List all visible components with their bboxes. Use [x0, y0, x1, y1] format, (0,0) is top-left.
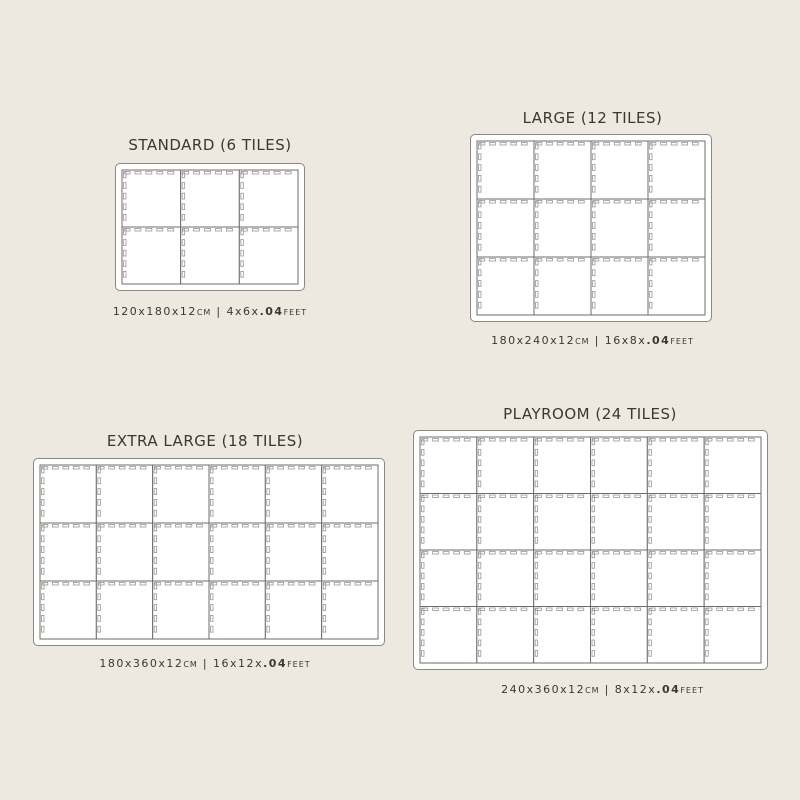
puzzle-tile — [591, 494, 648, 551]
puzzle-tile — [96, 465, 152, 523]
puzzle-tile — [534, 550, 591, 607]
puzzle-tile — [704, 437, 761, 494]
mat-title-large: LARGE (12 TILES) — [522, 109, 663, 127]
puzzle-tile — [648, 257, 705, 315]
dims-feet: 16x8x — [604, 334, 647, 347]
puzzle-tile — [477, 437, 534, 494]
dims-feet: 8x12x — [614, 683, 657, 696]
dims-cm-unit: CM — [183, 660, 198, 669]
puzzle-tile — [153, 581, 209, 639]
puzzle-tile — [420, 494, 477, 551]
puzzle-tile — [534, 257, 591, 315]
mat-diagram-playroom — [413, 430, 768, 670]
puzzle-tile — [648, 199, 705, 257]
puzzle-tile — [122, 227, 181, 284]
puzzle-tile — [647, 494, 704, 551]
puzzle-tile — [477, 494, 534, 551]
puzzle-tile — [96, 581, 152, 639]
puzzle-tile — [534, 437, 591, 494]
dims-feet-decimal: .04 — [646, 334, 671, 347]
puzzle-tile — [534, 607, 591, 664]
dims-cm-unit: CM — [196, 308, 212, 317]
puzzle-tile — [648, 141, 705, 199]
dims-cm: 120x180x12 — [112, 305, 197, 318]
puzzle-tile — [591, 199, 648, 257]
puzzle-tile — [322, 523, 378, 581]
puzzle-tile — [40, 523, 96, 581]
puzzle-tile — [704, 494, 761, 551]
puzzle-tile — [265, 581, 321, 639]
dims-feet: 4x6x — [226, 305, 260, 318]
puzzle-tile — [477, 257, 534, 315]
puzzle-tile — [420, 607, 477, 664]
puzzle-tile — [477, 199, 534, 257]
puzzle-tile — [239, 227, 298, 284]
puzzle-tile — [96, 523, 152, 581]
dims-feet-decimal: .04 — [263, 657, 288, 670]
puzzle-tile — [647, 437, 704, 494]
puzzle-tile — [534, 199, 591, 257]
puzzle-tile — [534, 494, 591, 551]
puzzle-tile — [591, 141, 648, 199]
puzzle-tile — [209, 581, 265, 639]
puzzle-tile — [704, 550, 761, 607]
dims-feet-decimal: .04 — [656, 683, 681, 696]
puzzle-tile — [122, 170, 181, 227]
mat-dimensions-large: 180x240x12CM | 16x8x.04FEET — [491, 334, 694, 347]
puzzle-tile — [477, 607, 534, 664]
mat-dimensions-standard: 120x180x12CM | 4x6x.04FEET — [112, 305, 308, 318]
mat-diagram-standard — [115, 163, 305, 291]
puzzle-tile — [704, 607, 761, 664]
puzzle-tile — [209, 465, 265, 523]
puzzle-tile — [40, 581, 96, 639]
mat-title-extra-large: EXTRA LARGE (18 TILES) — [106, 432, 304, 450]
puzzle-tile — [265, 465, 321, 523]
mat-dimensions-extra-large: 180x360x12CM | 16x12x.04FEET — [99, 657, 311, 670]
dims-cm: 180x240x12 — [491, 334, 576, 347]
puzzle-tile — [181, 227, 240, 284]
dims-feet-unit: FEET — [287, 660, 311, 669]
mat-dimensions-playroom: 240x360x12CM | 8x12x.04FEET — [501, 683, 704, 696]
puzzle-tile — [153, 523, 209, 581]
puzzle-tile — [239, 170, 298, 227]
puzzle-tile — [420, 550, 477, 607]
dims-cm-unit: CM — [585, 686, 600, 695]
dims-feet-unit: FEET — [670, 337, 694, 346]
dims-cm: 180x360x12 — [99, 657, 184, 670]
dims-feet-unit: FEET — [680, 686, 704, 695]
mat-diagram-large — [470, 134, 712, 322]
puzzle-tile — [477, 141, 534, 199]
puzzle-tile — [591, 607, 648, 664]
dims-feet: 16x12x — [213, 657, 264, 670]
puzzle-tile — [322, 465, 378, 523]
mat-title-standard: STANDARD (6 TILES) — [128, 136, 292, 154]
puzzle-tile — [591, 550, 648, 607]
dims-feet-unit: FEET — [283, 308, 308, 317]
puzzle-tile — [534, 141, 591, 199]
puzzle-tile — [591, 437, 648, 494]
dims-cm-unit: CM — [575, 337, 590, 346]
puzzle-tile — [40, 465, 96, 523]
puzzle-tile — [209, 523, 265, 581]
puzzle-tile — [647, 607, 704, 664]
dims-cm: 240x360x12 — [501, 683, 586, 696]
puzzle-tile — [322, 581, 378, 639]
puzzle-tile — [181, 170, 240, 227]
mat-diagram-extra-large — [33, 458, 385, 646]
mat-title-playroom: PLAYROOM (24 TILES) — [503, 405, 677, 423]
dims-feet-decimal: .04 — [259, 305, 284, 318]
puzzle-tile — [265, 523, 321, 581]
puzzle-tile — [591, 257, 648, 315]
puzzle-tile — [153, 465, 209, 523]
puzzle-tile — [647, 550, 704, 607]
puzzle-tile — [420, 437, 477, 494]
puzzle-tile — [477, 550, 534, 607]
